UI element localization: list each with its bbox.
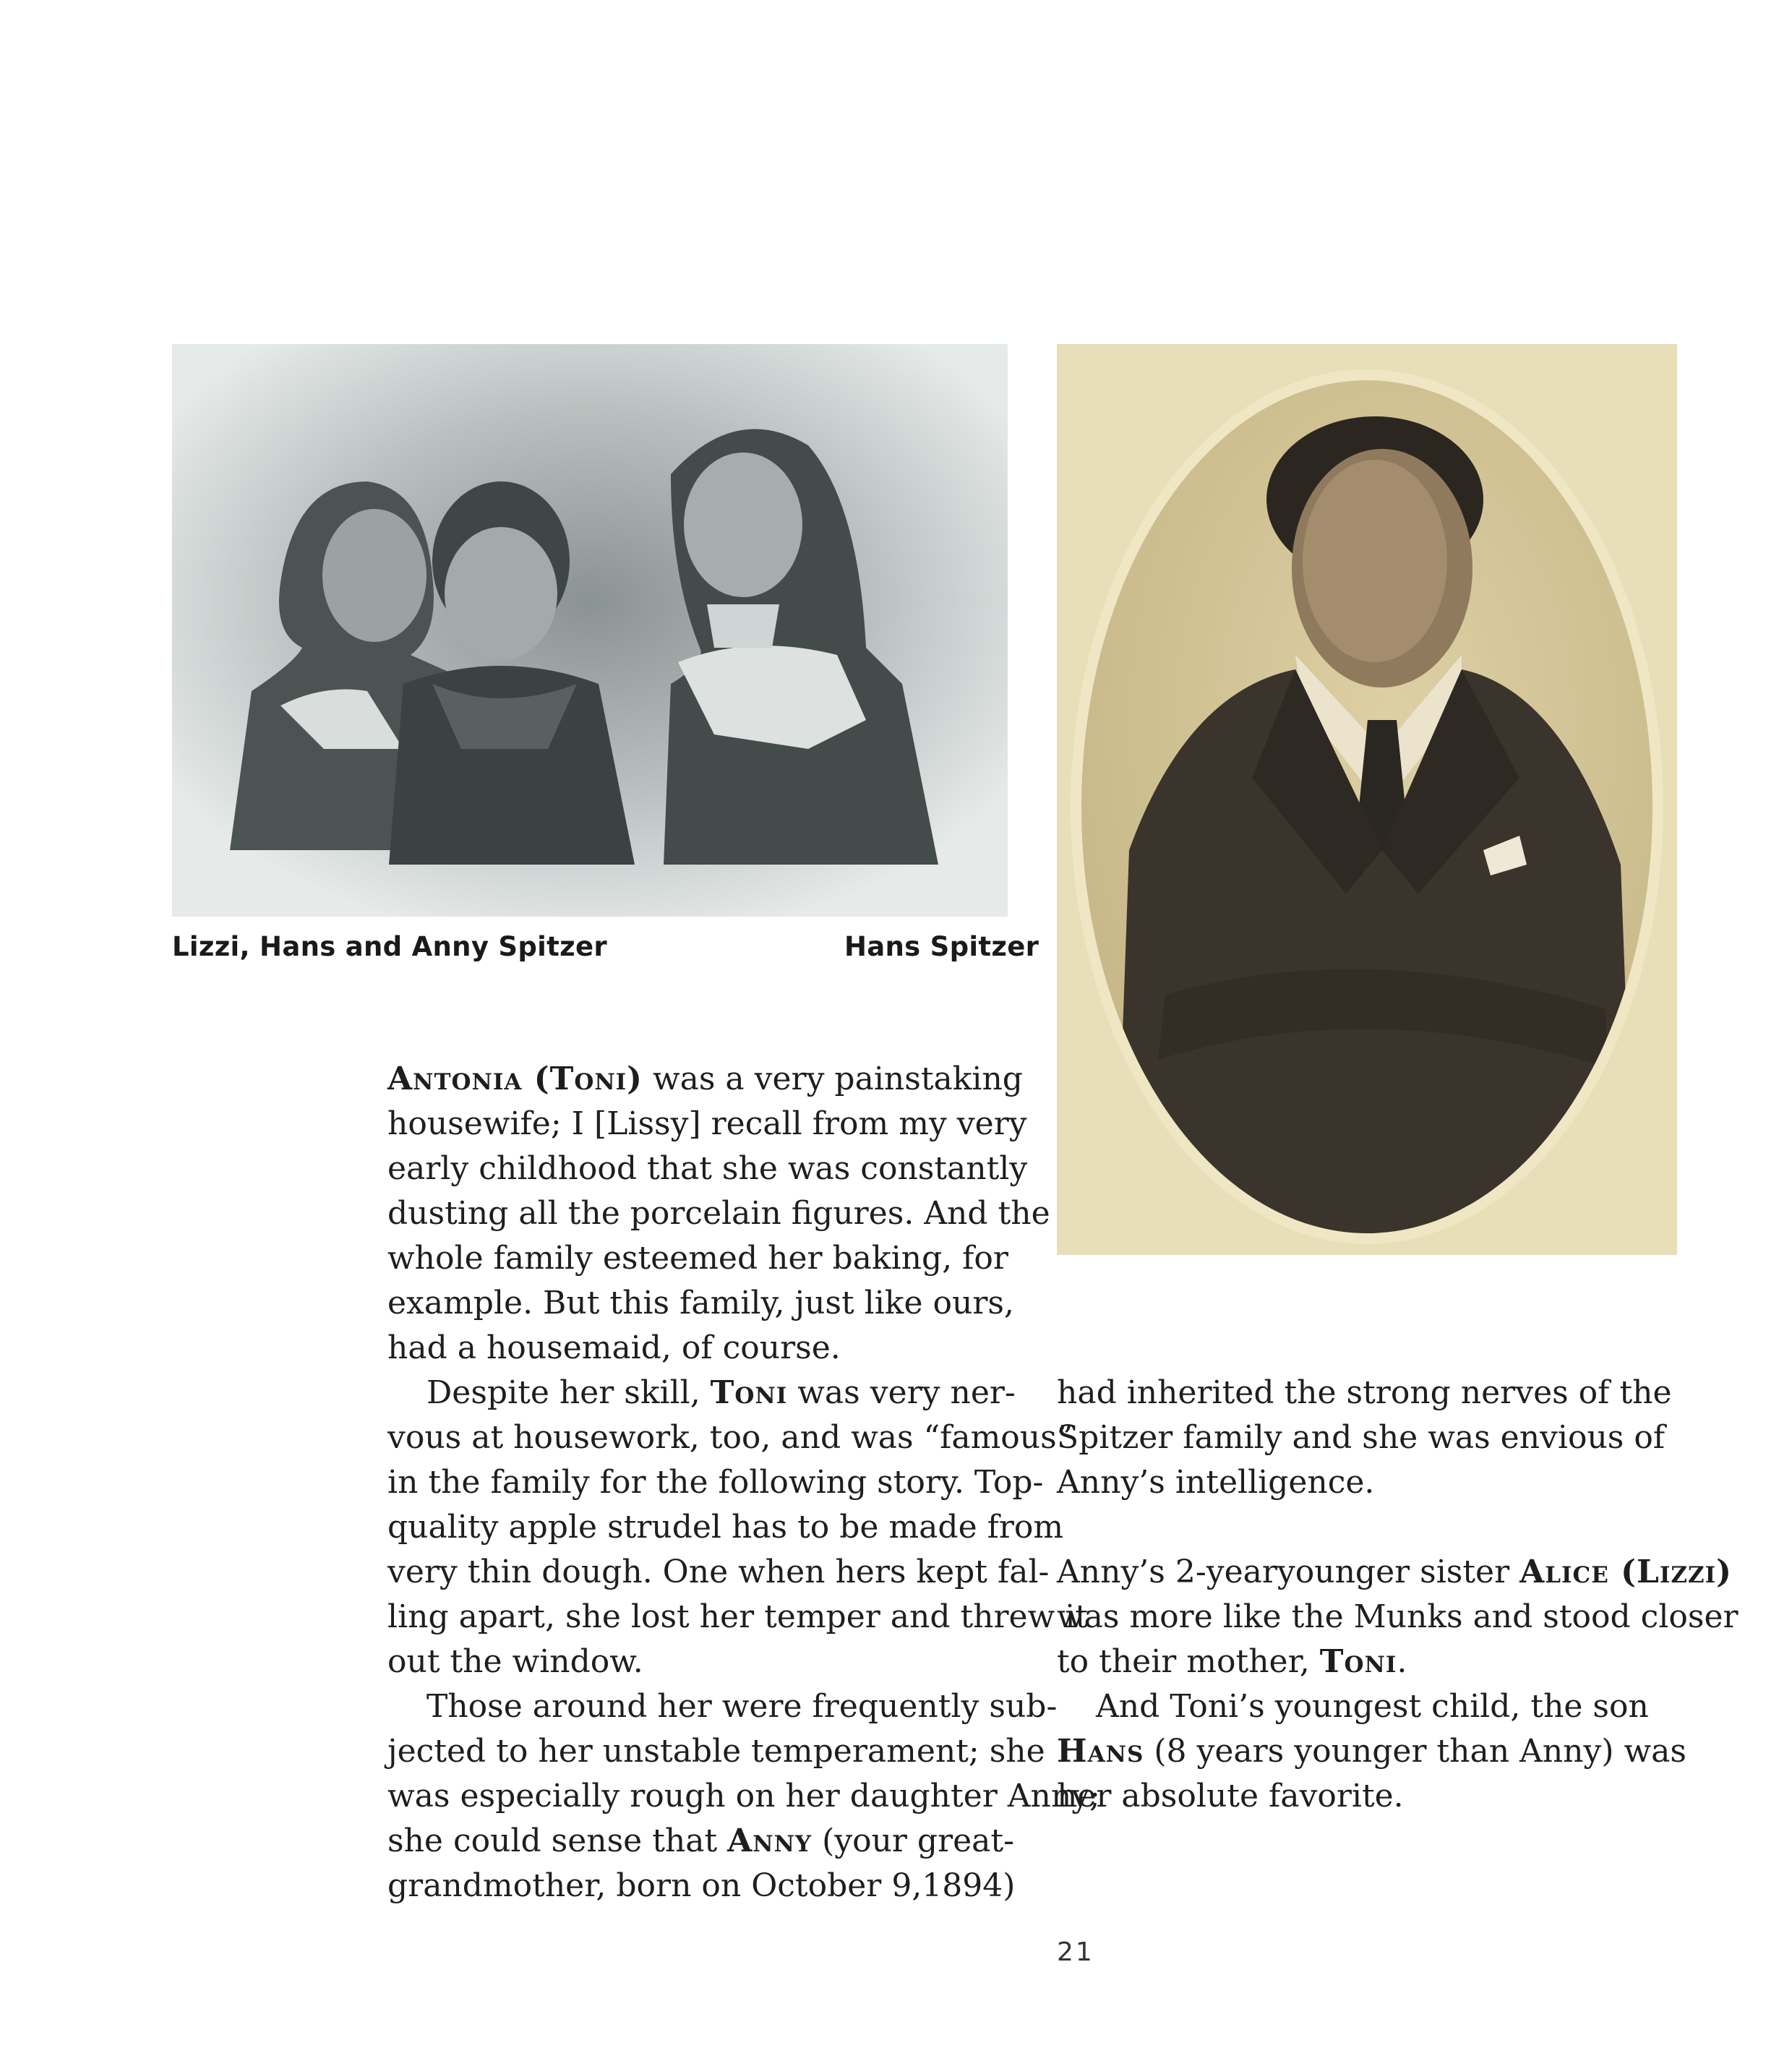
text-line: grandmother, born on October 9,1894)	[387, 1867, 1016, 1904]
right-text-column	[1057, 1371, 1739, 1819]
person-name: Anny	[727, 1822, 813, 1859]
photo-caption-children: Lizzi, Hans and Anny Spitzer	[172, 931, 607, 962]
text-line: Spitzer family and she was envious of	[1057, 1419, 1665, 1456]
text-line: had inherited the strong nerves of the	[1057, 1374, 1672, 1411]
text-line: her absolute favorite.	[1057, 1778, 1404, 1815]
text-line: Those around her were frequently sub-	[426, 1688, 1058, 1725]
text-line: Hans (8 years younger than Anny) was	[1057, 1733, 1686, 1770]
text-line: Anny’s 2-yearyounger sister Alice (Lizzi)	[1057, 1554, 1733, 1590]
photo-hans-spitzer	[1057, 344, 1677, 1255]
text-line: Antonia (Toni) was a very painstaking	[387, 1061, 1023, 1097]
paragraph-gap	[1057, 1505, 1679, 1550]
text-line: whole family esteemed her baking, for	[387, 1240, 1008, 1277]
person-name: Antonia (Toni)	[387, 1061, 643, 1097]
left-text-column	[387, 1057, 1100, 1908]
photo-lizzi-hans-anny	[172, 344, 1008, 917]
text-line: example. But this family, just like ours,	[387, 1285, 1014, 1321]
person-name: Toni	[710, 1374, 788, 1411]
person-name: Hans	[1057, 1733, 1144, 1770]
text-line: dusting all the porcelain figures. And the	[387, 1195, 1050, 1232]
page-number: 21	[1057, 1937, 1094, 1967]
photo-caption-hans: Hans Spitzer	[844, 931, 1039, 962]
text-line: out the window.	[387, 1643, 643, 1680]
text-line: to their mother, Toni.	[1057, 1643, 1407, 1680]
text-line: in the family for the following story. Top-	[387, 1464, 1044, 1501]
hans-portrait-image	[1057, 344, 1677, 1255]
text-line: And Toni’s youngest child, the son	[1096, 1688, 1649, 1725]
text-line: housewife; I [Lissy] recall from my very	[387, 1105, 1027, 1142]
text-line: ling apart, she lost her temper and threw it	[387, 1598, 1088, 1635]
text-line: very thin dough. One when hers kept fal-	[387, 1554, 1050, 1590]
text-line: early childhood that she was constantly	[387, 1150, 1028, 1187]
text-line: vous at housework, too, and was “famous”	[387, 1419, 1073, 1456]
text-line: Anny’s intelligence.	[1057, 1464, 1375, 1501]
text-line: was more like the Munks and stood closer	[1057, 1598, 1739, 1635]
text-line: she could sense that Anny (your great-	[387, 1822, 1014, 1859]
person-name: Toni	[1319, 1643, 1397, 1680]
text-line: jected to her unstable temperament; she	[387, 1733, 1045, 1770]
person-name: Alice (Lizzi)	[1519, 1554, 1733, 1590]
text-line: had a housemaid, of course.	[387, 1329, 841, 1366]
text-line: quality apple strudel has to be made from	[387, 1509, 1064, 1546]
text-line: was especially rough on her daughter Anny;	[387, 1778, 1100, 1815]
text-line: Despite her skill, Toni was very ner-	[426, 1374, 1016, 1411]
children-portrait-image	[172, 344, 1008, 917]
